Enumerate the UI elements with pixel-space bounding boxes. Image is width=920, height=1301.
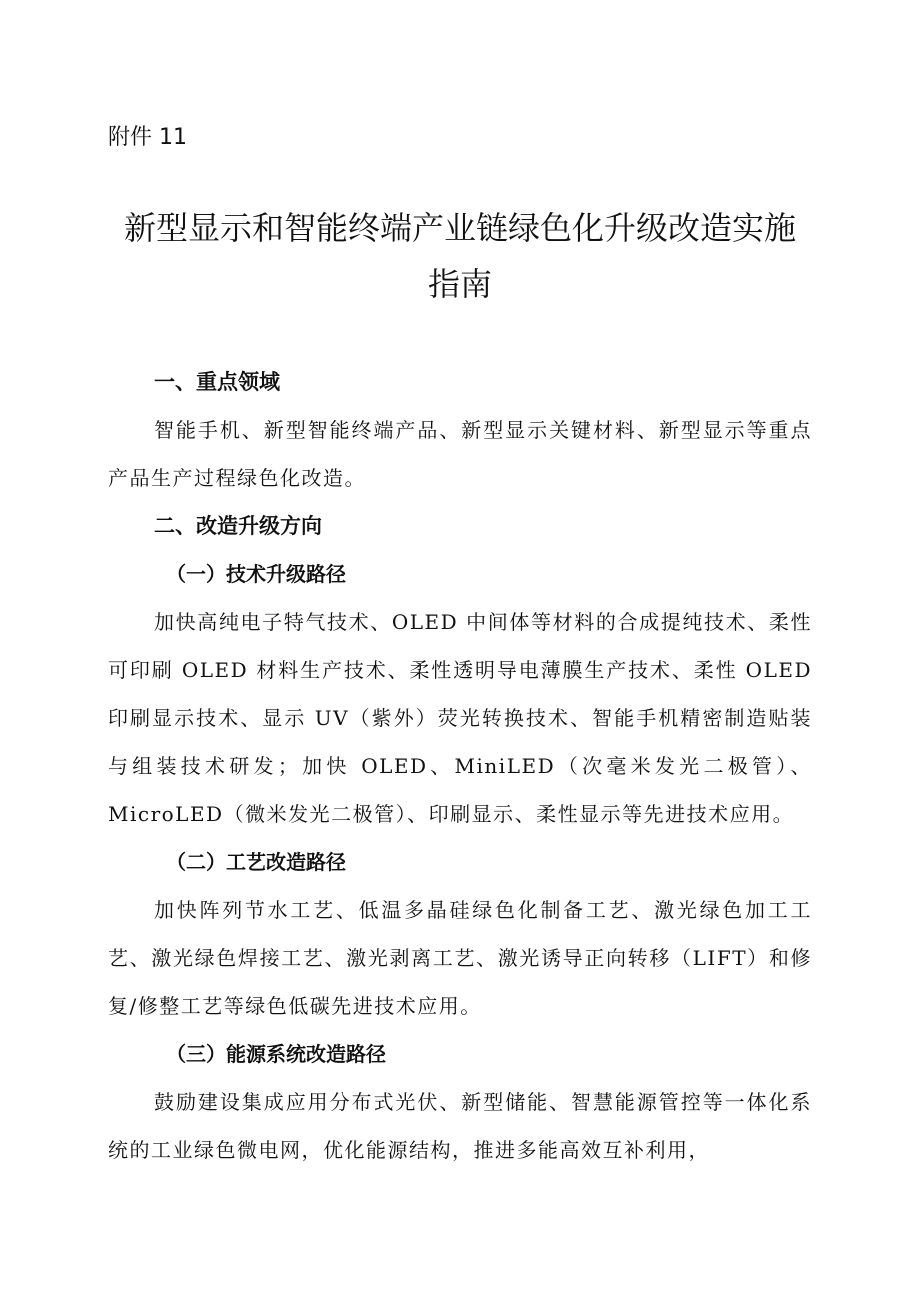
- document-title: [100, 200, 820, 312]
- document-title-line-2: 指南: [427, 265, 492, 303]
- energy-system-path-paragraph: 鼓励建设集成应用分布式光伏、新型储能、智慧能源管控等一体化系统的工业绿色微电网，优化能源结构，推进多能高效互补利用，: [108, 1090, 812, 1162]
- document-title-line-1: 新型显示和智能终端产业链绿色化升级改造实施: [123, 209, 796, 247]
- subheading-process-path: （二）工艺改造路径: [166, 850, 346, 874]
- subheading-energy-system-path: （三）能源系统改造路径: [166, 1042, 386, 1066]
- key-areas-paragraph: 智能手机、新型智能终端产品、新型显示关键材料、新型显示等重点产品生产过程绿色化改造。: [108, 418, 812, 490]
- document-body: [108, 358, 812, 1174]
- subheading-technology-path: （一）技术升级路径: [166, 562, 346, 586]
- process-path-paragraph: 加快阵列节水工艺、低温多晶硅绿色化制备工艺、激光绿色加工工艺、激光绿色焊接工艺、激光剥离工艺、激光诱导正向转移（LIFT）和修复/修整工艺等绿色低碳先进技术应用。: [108, 898, 812, 1018]
- section-heading-key-areas: 一、重点领域: [154, 370, 280, 394]
- section-heading-upgrade-directions: 二、改造升级方向: [154, 514, 322, 538]
- attachment-label: 附件 11: [108, 125, 187, 150]
- technology-path-paragraph: 加快高纯电子特气技术、OLED 中间体等材料的合成提纯技术、柔性可印刷 OLED 材料生产技术、柔性透明导电薄膜生产技术、柔性 OLED 印刷显示技术、显示 UV（紫外）荧光转换技术、智能手机精密制造贴装与组装技术研发；加快 OLED、MiniLED（次毫米发光二极管）、MicroLED（微米发光二极管）、印刷显示、柔性显示等先进技术应用。: [108, 610, 812, 826]
